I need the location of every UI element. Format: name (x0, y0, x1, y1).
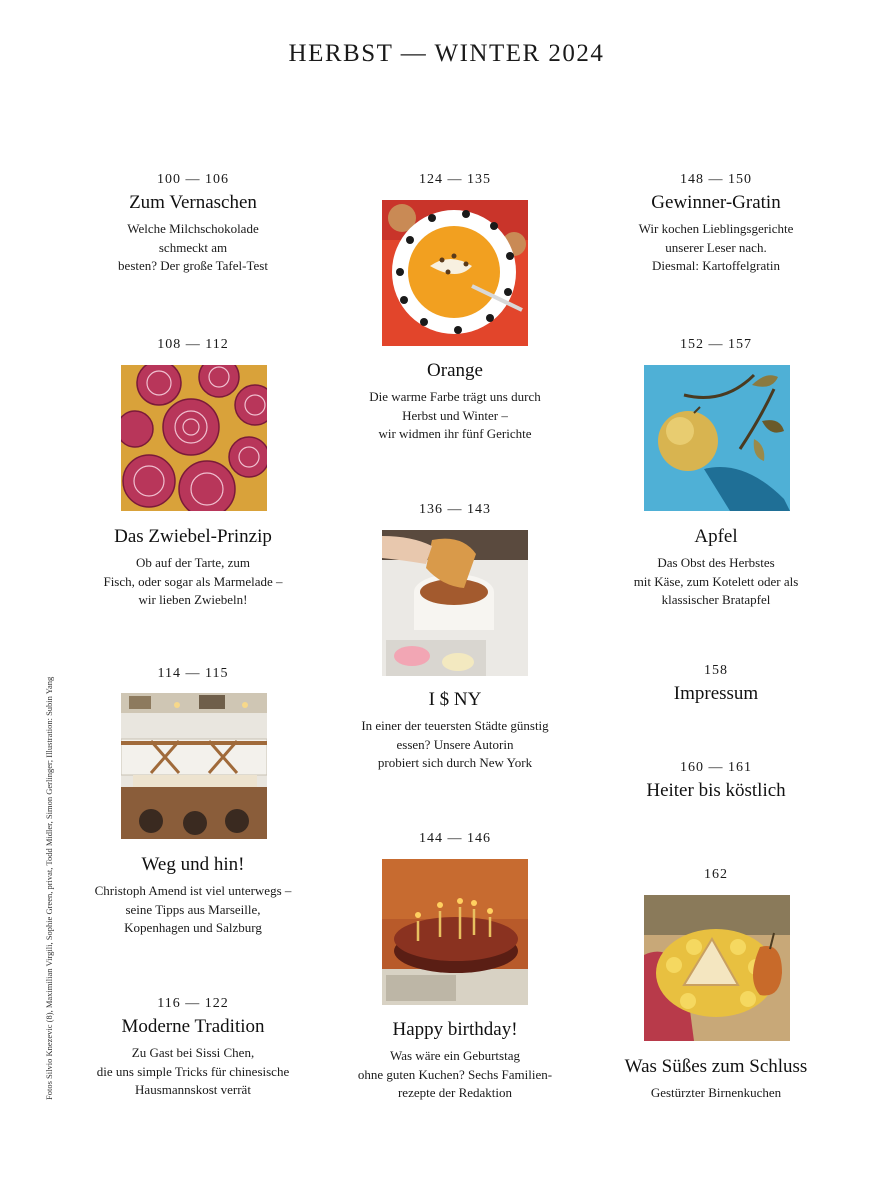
entry-title: Gewinner-Gratin (651, 192, 781, 213)
page-range: 114 — 115 (157, 666, 229, 681)
toc-entry-apfel[interactable] (601, 337, 831, 353)
toc-entry-zwiebel[interactable] (78, 337, 308, 353)
toc-entry-weg-und-hin-text[interactable] (78, 850, 308, 938)
toc-entry-was-suesses-text[interactable] (601, 1052, 831, 1103)
entry-description: Welche Milchschokolade schmeckt am besten? Der große Tafel-Test (118, 221, 268, 273)
entry-description: In einer der teuersten Städte günstig essen? Unsere Autorin probiert sich durch New York (361, 718, 549, 770)
toc-entry-heiter[interactable] (601, 760, 831, 802)
toc-entry-happy-birthday-text[interactable] (340, 1015, 570, 1103)
entry-description: Ob auf der Tarte, zum Fisch, oder sogar als Marmelade – wir lieben Zwiebeln! (103, 555, 283, 607)
entry-title: Weg und hin! (141, 854, 245, 875)
entry-description: Christoph Amend ist viel unterwegs – seine Tipps aus Marseille, Kopenhagen und Salzburg (94, 883, 292, 935)
toc-entry-vernaschen[interactable] (78, 172, 308, 276)
entry-description: Zu Gast bei Sissi Chen, die uns simple Tricks für chinesische Hausmannskost verrät (96, 1045, 290, 1097)
page-range: 152 — 157 (680, 337, 752, 352)
entry-title: Heiter bis köstlich (646, 780, 786, 801)
page-range: 144 — 146 (419, 831, 491, 846)
toc-entry-moderne-tradition[interactable] (78, 996, 308, 1100)
birthday-cake-photo[interactable] (382, 859, 528, 1005)
toc-entry-orange-text[interactable] (340, 356, 570, 444)
toc-entry-apfel-text[interactable] (601, 522, 831, 610)
entry-title: I $ NY (428, 689, 482, 710)
photo-credit: Fotos Silvio Knezevic (8), Maximilian Virgili, Sophie Green, privat, Todd Midler, Simon Gerlinger; Illustration: Subin Yang (44, 676, 54, 1100)
entry-title: Das Zwiebel-Prinzip (114, 526, 272, 547)
entry-title: Happy birthday! (392, 1019, 518, 1040)
page-range: 124 — 135 (419, 172, 491, 187)
page-range: 160 — 161 (680, 760, 752, 775)
onions-photo[interactable] (121, 365, 267, 511)
pumpkin-soup-photo[interactable] (382, 200, 528, 346)
toc-entry-zwiebel-text[interactable] (78, 522, 308, 610)
toc-entry-gewinner-gratin[interactable] (601, 172, 831, 276)
entry-title: Was Süßes zum Schluss (624, 1056, 808, 1077)
pear-cake-photo[interactable] (644, 895, 790, 1041)
page-range: 100 — 106 (157, 172, 229, 187)
page-range: 158 (704, 663, 728, 678)
toc-entry-impressum[interactable] (601, 663, 831, 705)
page-range: 116 — 122 (157, 996, 229, 1011)
entry-description: Gestürzter Birnenkuchen (650, 1085, 782, 1100)
entry-description: Wir kochen Lieblingsgerichte unserer Leser nach. Diesmal: Kartoffelgratin (638, 221, 794, 273)
entry-title: Apfel (694, 526, 738, 547)
page-range: 148 — 150 (680, 172, 752, 187)
toc-entry-was-suesses[interactable] (601, 867, 831, 883)
entry-description: Die warme Farbe trägt uns durch Herbst und Winter – wir widmen ihr fünf Gerichte (369, 389, 541, 441)
entry-title: Orange (427, 360, 483, 381)
toc-entry-happy-birthday[interactable] (340, 831, 570, 847)
toc-entry-weg-und-hin[interactable] (78, 666, 308, 682)
entry-title: Moderne Tradition (121, 1016, 265, 1037)
page-range: 108 — 112 (157, 337, 229, 352)
entry-description: Das Obst des Herbstes mit Käse, zum Kotelett oder als klassischer Bratapfel (633, 555, 799, 607)
toc-entry-i-love-ny-text[interactable] (340, 685, 570, 773)
entry-title: Zum Vernaschen (129, 192, 257, 213)
page-range: 162 (704, 867, 728, 882)
entry-description: Was wäre ein Geburtstag ohne guten Kuchen? Sechs Familien- rezepte der Redaktion (357, 1048, 553, 1100)
page-range: 136 — 143 (419, 502, 491, 517)
restaurant-photo[interactable] (121, 693, 267, 839)
toc-entry-orange[interactable] (340, 172, 570, 188)
toc-entry-i-love-ny[interactable] (340, 502, 570, 518)
apple-photo[interactable] (644, 365, 790, 511)
dipping-bread-photo[interactable] (382, 530, 528, 676)
page-title: HERBST — WINTER 2024 (288, 40, 605, 67)
entry-title: Impressum (673, 683, 759, 704)
